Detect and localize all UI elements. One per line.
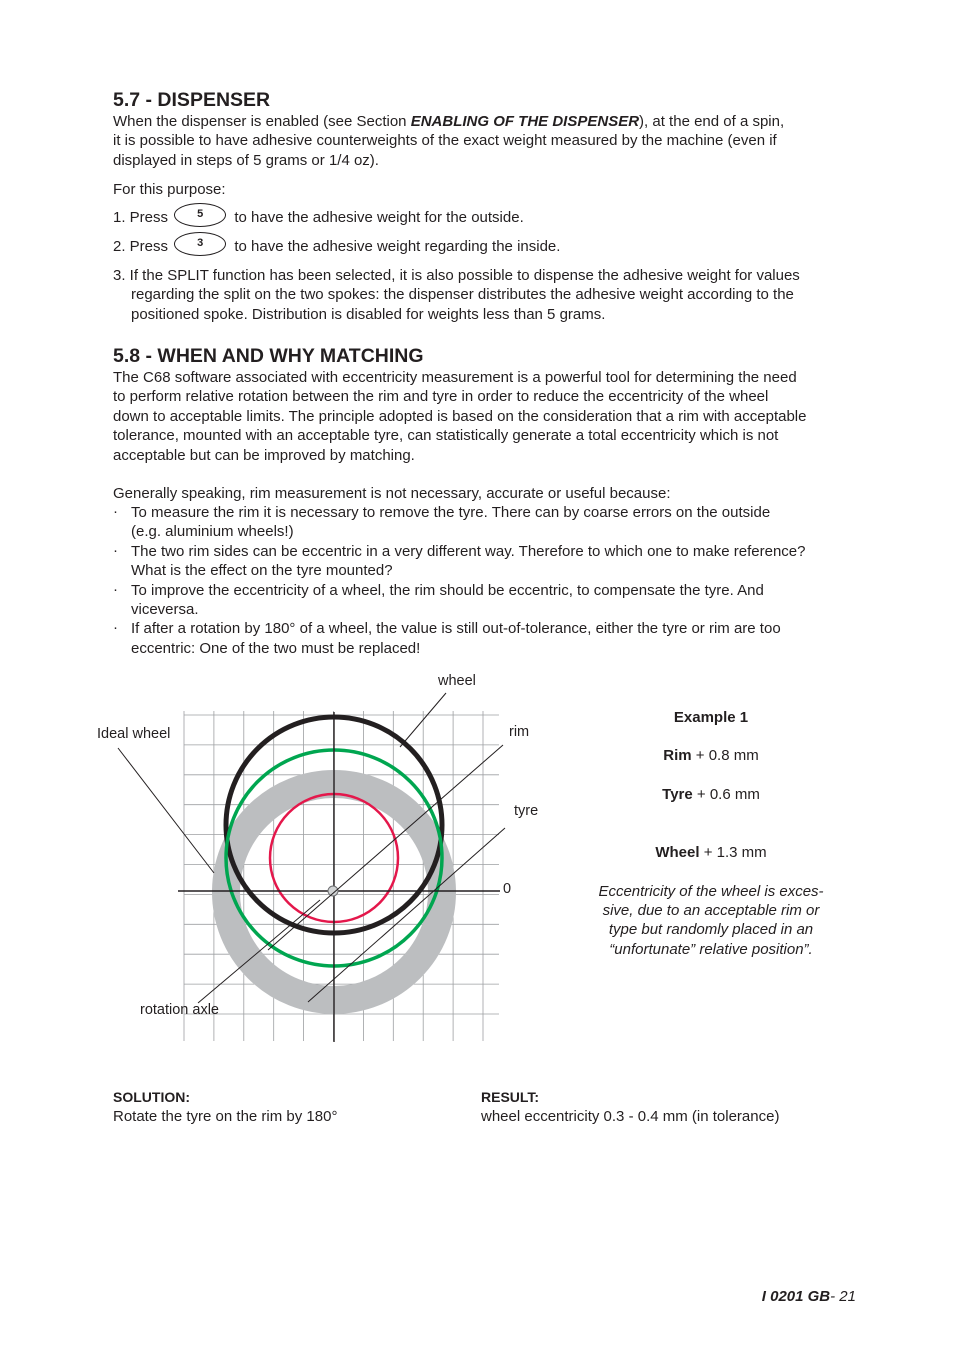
step-3: 3. If the SPLIT function has been selected, it is also possible to dispense the adhesive weight for values regarding the split on the two spokes: the dispenser distributes the adhesive weight according to the positioned spoke. Distribution is disabled for weights less than 5 grams. bbox=[113, 267, 800, 323]
list-item: · To measure the rim it is necessary to remove the tyre. There can by coarse errors on the outside (e.g. aluminium wheels!) bbox=[113, 503, 863, 542]
example-panel bbox=[580, 708, 842, 959]
eccentricity-diagram bbox=[0, 660, 600, 1050]
matching-paragraph-1: The C68 software associated with eccentricity measurement is a powerful tool for determining the need to perform relative rotation between the rim and tyre in order to reduce the eccentricity of the wheel down to acceptable limits. The principle adopted is based on the consideration that a rim with acceptable tolerance, mounted with an acceptable tyre, can statistically generate a total eccentricity which is not acceptable but can be improved by matching. bbox=[113, 369, 807, 464]
label-zero: 0 bbox=[503, 881, 512, 897]
list-item: · To improve the eccentricity of a wheel, the rim should be eccentric, to compensate the tyre. And viceversa. bbox=[113, 581, 863, 620]
label-ideal-wheel: Ideal wheel bbox=[97, 726, 171, 742]
section-title-dispenser: 5.7 - DISPENSER bbox=[113, 89, 271, 111]
page-footer bbox=[762, 1287, 856, 1306]
solution-title: SOLUTION: bbox=[113, 1089, 190, 1105]
tyre-value: Tyre + 0.6 mm bbox=[662, 785, 760, 803]
example-title: Example 1 bbox=[673, 709, 749, 726]
key-5-icon: 5 bbox=[174, 203, 226, 227]
result-text: wheel eccentricity 0.3 - 0.4 mm (in tolerance) bbox=[481, 1108, 780, 1126]
section-title-matching: 5.8 - WHEN AND WHY MATCHING bbox=[113, 345, 424, 367]
step-2: 2. Press 3 to have the adhesive weight regarding the inside. bbox=[113, 237, 560, 256]
list-item: · The two rim sides can be eccentric in a very different way. Therefore to which one to make reference? What is the effect on the tyre mounted? bbox=[113, 542, 863, 581]
example-note: Eccentricity of the wheel is exces- sive, due to an acceptable rim or type but randomly placed in an “unfortunate” relative position”. bbox=[598, 882, 824, 958]
step-1: 1. Press 5 to have the adhesive weight for the outside. bbox=[113, 208, 524, 227]
label-rotation-axle: rotation axle bbox=[140, 1002, 219, 1018]
solution-block bbox=[113, 1088, 337, 1127]
purpose-text: For this purpose: bbox=[113, 181, 226, 198]
document-code: I 0201 GB bbox=[761, 1288, 831, 1305]
page-number: - 21 bbox=[830, 1288, 856, 1305]
reasons-list bbox=[113, 503, 863, 658]
key-3-icon: 3 bbox=[174, 232, 226, 256]
wheel-value: Wheel + 1.3 mm bbox=[655, 844, 767, 862]
solution-text: Rotate the tyre on the rim by 180° bbox=[113, 1108, 338, 1126]
label-wheel: wheel bbox=[438, 673, 476, 689]
matching-paragraph-2: Generally speaking, rim measurement is not necessary, accurate or useful because: bbox=[113, 485, 671, 502]
result-title: RESULT: bbox=[481, 1089, 540, 1105]
dispenser-intro: When the dispenser is enabled (see Section ENABLING OF THE DISPENSER), at the end of a spin, it is possible to have adhesive counterweights of the exact weight measured by the machine (even if displayed in steps of 5 grams or 1/4 oz). bbox=[113, 113, 785, 169]
section-reference: ENABLING OF THE DISPENSER bbox=[410, 113, 640, 130]
result-block bbox=[481, 1088, 779, 1127]
label-tyre: tyre bbox=[514, 803, 539, 819]
list-item: · If after a rotation by 180° of a wheel, the value is still out-of-tolerance, either the tyre or rim are too eccentric: One of the two must be replaced! bbox=[113, 619, 863, 658]
rim-value: Rim + 0.8 mm bbox=[663, 747, 759, 765]
rotation-axle-point bbox=[328, 886, 338, 896]
label-rim: rim bbox=[509, 724, 530, 740]
